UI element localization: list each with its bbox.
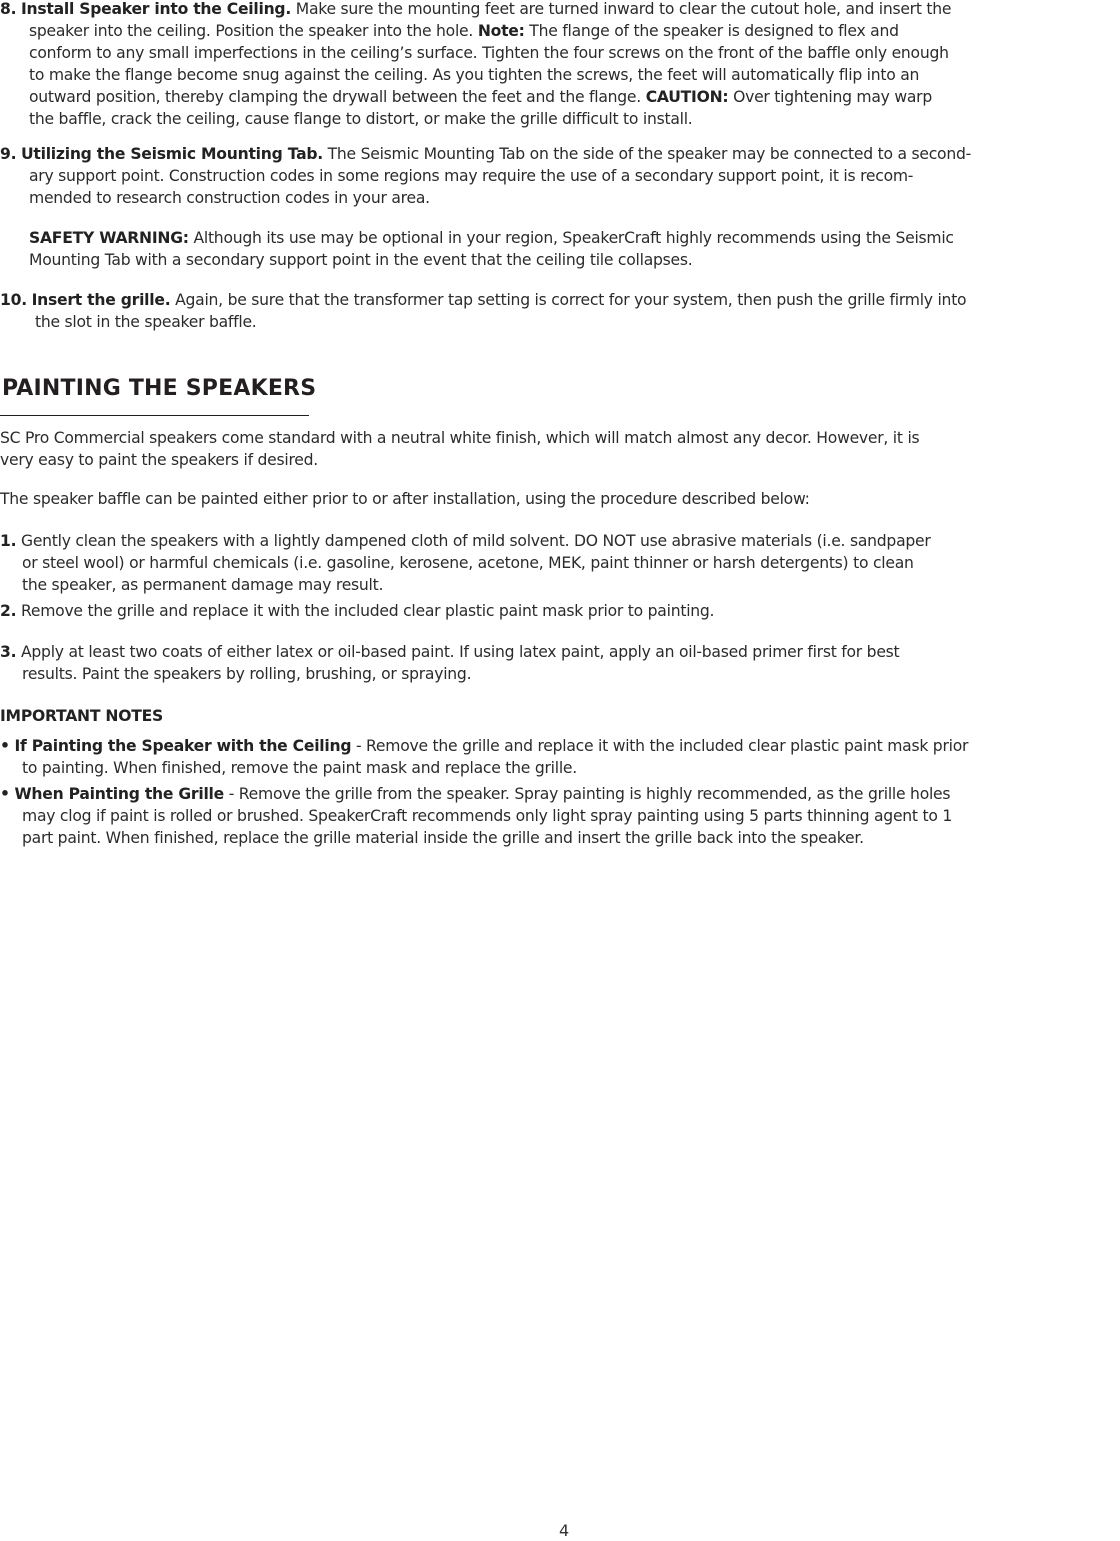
- note-2-line-1: [0, 783, 1118, 805]
- section-intro: [0, 427, 1118, 471]
- intro-line-2: very easy to paint the speakers if desired.: [0, 451, 319, 469]
- step-title: Install Speaker into the Ceiling.: [21, 0, 292, 18]
- step-text: Again, be sure that the transformer tap setting is correct for your system, then push the grille firmly into: [170, 291, 967, 309]
- paint-step-3-line-1: [0, 641, 1118, 663]
- step-9-line-1: [0, 143, 1118, 165]
- step-number: 3.: [0, 643, 17, 661]
- page-number: 4: [559, 1521, 570, 1540]
- note-label: Note:: [477, 22, 525, 40]
- step-9-line-3: mended to research construction codes in your area.: [29, 189, 430, 207]
- step-10: [0, 289, 1118, 333]
- bullet-icon: •: [0, 785, 10, 803]
- note-2-line-2: may clog if paint is rolled or brushed. SpeakerCraft recommends only light spray painting using 5 parts thinning agent to 1: [22, 807, 953, 825]
- caution-text: Over tightening may warp: [728, 88, 932, 106]
- step-number: 9.: [0, 145, 17, 163]
- paint-step-2-line-1: [0, 600, 1118, 622]
- bullet-icon: •: [0, 737, 10, 755]
- note-1-line-2: to painting. When finished, remove the paint mask and replace the grille.: [22, 759, 577, 777]
- step-9-line-2: ary support point. Construction codes in some regions may require the use of a secondary support point, it is recom-: [29, 167, 914, 185]
- safety-warning-line-1: [0, 227, 1118, 249]
- paint-step-3-line-2: results. Paint the speakers by rolling, brushing, or spraying.: [22, 665, 472, 683]
- procedure-intro: The speaker baffle can be painted either prior to or after installation, using the procedure described below:: [0, 490, 810, 508]
- step-number: 10.: [0, 291, 27, 309]
- step-9: [0, 143, 1118, 209]
- step-8-line-4: to make the flange become snug against the ceiling. As you tighten the screws, the feet will automatically flip into an: [29, 66, 920, 84]
- notes-heading: IMPORTANT NOTES: [0, 707, 163, 725]
- note-2-line-3: part paint. When finished, replace the grille material inside the grille and insert the grille back into the speaker.: [22, 829, 864, 847]
- note-2: [0, 783, 1118, 849]
- step-number: 2.: [0, 602, 17, 620]
- step-10-line-1: [0, 289, 1118, 311]
- note-title: If Painting the Speaker with the Ceiling: [14, 737, 352, 755]
- step-text: speaker into the ceiling. Position the speaker into the hole.: [29, 22, 478, 40]
- note-1-line-1: [0, 735, 1118, 757]
- step-title: Insert the grille.: [31, 291, 171, 309]
- note-text: - Remove the grille from the speaker. Spray painting is highly recommended, as the grille holes: [223, 785, 951, 803]
- step-text: The Seismic Mounting Tab on the side of the speaker may be connected to a second-: [322, 145, 971, 163]
- step-8-line-2: [0, 20, 1118, 42]
- paint-step-2: [0, 600, 1118, 622]
- step-8-line-1: [0, 0, 1118, 20]
- note-text: The flange of the speaker is designed to flex and: [524, 22, 899, 40]
- intro-line-1: SC Pro Commercial speakers come standard with a neutral white finish, which will match almost any decor. However, it is: [0, 429, 920, 447]
- step-title: Utilizing the Seismic Mounting Tab.: [21, 145, 323, 163]
- step-8-line-6: the baffle, crack the ceiling, cause flange to distort, or make the grille difficult to install.: [29, 110, 693, 128]
- note-title: When Painting the Grille: [14, 785, 224, 803]
- caution-label: CAUTION:: [645, 88, 729, 106]
- section-heading: PAINTING THE SPEAKERS: [2, 376, 317, 401]
- step-text: outward position, thereby clamping the drywall between the feet and the flange.: [29, 88, 646, 106]
- paint-step-1-line-3: the speaker, as permanent damage may result.: [22, 576, 384, 594]
- step-10-line-2: the slot in the speaker baffle.: [35, 313, 257, 331]
- step-text: Remove the grille and replace it with the included clear plastic paint mask prior to painting.: [16, 602, 715, 620]
- step-text: Gently clean the speakers with a lightly dampened cloth of mild solvent. DO NOT use abrasive materials (i.e. sandpaper: [16, 532, 931, 550]
- safety-warning: [0, 227, 1118, 271]
- warning-text: Although its use may be optional in your region, SpeakerCraft highly recommends using the Seismic: [188, 229, 954, 247]
- note-text: - Remove the grille and replace it with the included clear plastic paint mask prior: [351, 737, 969, 755]
- paint-step-1: [0, 530, 1118, 596]
- step-number: 1.: [0, 532, 17, 550]
- step-number: 8.: [0, 0, 17, 18]
- warning-label: SAFETY WARNING:: [29, 229, 189, 247]
- step-8: [0, 0, 1118, 130]
- paint-step-1-line-1: [0, 530, 1118, 552]
- paint-step-1-line-2: or steel wool) or harmful chemicals (i.e. gasoline, kerosene, acetone, MEK, paint thinner or harsh detergents) to clean: [22, 554, 914, 572]
- paint-step-3: [0, 641, 1118, 685]
- heading-underline: [0, 415, 309, 416]
- step-8-line-3: conform to any small imperfections in the ceiling’s surface. Tighten the four screws on the front of the baffle only enough: [29, 44, 949, 62]
- safety-warning-line-2: Mounting Tab with a secondary support point in the event that the ceiling tile collapses.: [29, 251, 693, 269]
- note-1: [0, 735, 1118, 779]
- step-8-line-5: [0, 86, 1118, 108]
- step-text: Apply at least two coats of either latex or oil-based paint. If using latex paint, apply an oil-based primer first for best: [16, 643, 900, 661]
- step-text: Make sure the mounting feet are turned inward to clear the cutout hole, and insert the: [291, 0, 952, 18]
